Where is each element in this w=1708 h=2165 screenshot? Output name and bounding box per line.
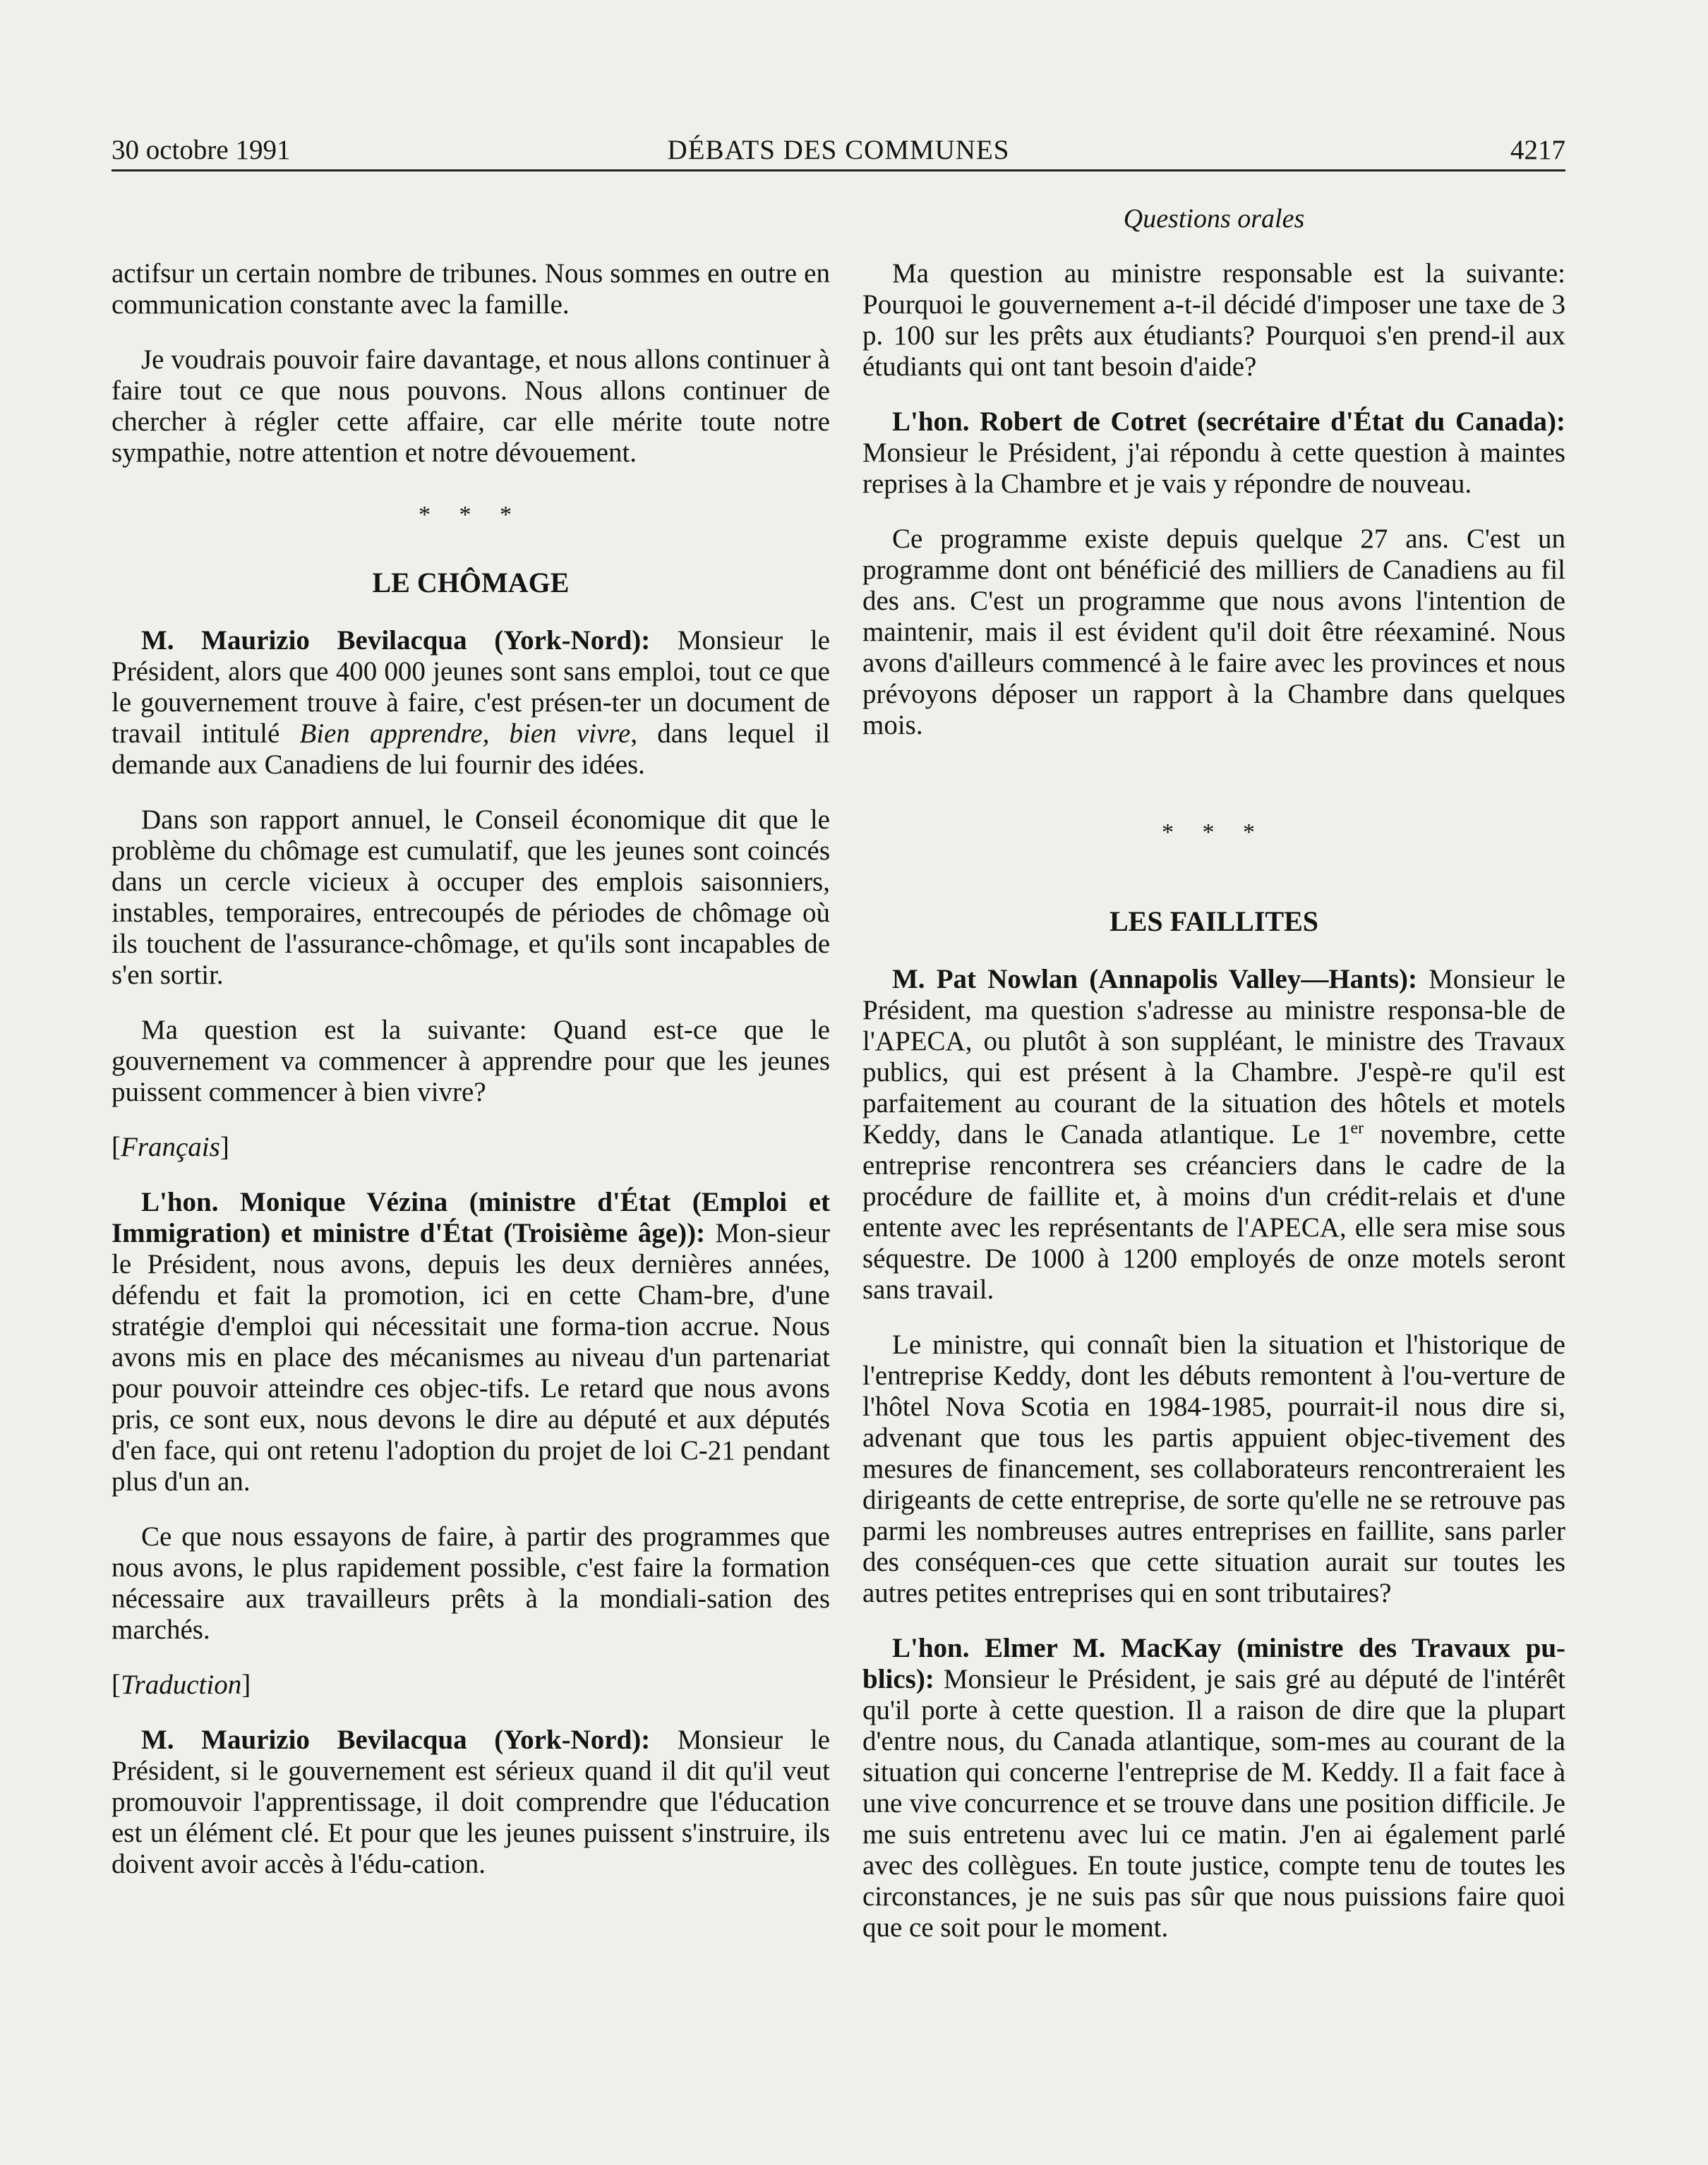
speaker-name: M. Maurizio Bevilacqua (York-Nord): [141, 1725, 651, 1755]
left-column [112, 258, 830, 1904]
spacer [862, 765, 1565, 786]
language-label: Traduction [121, 1670, 242, 1700]
header-title: DÉBATS DES COMMUNES [667, 135, 1010, 165]
language-label: Français [121, 1132, 220, 1162]
paragraph [112, 1187, 830, 1497]
paragraph: Le ministre, qui connaît bien la situation et l'historique de l'entreprise Keddy, dont les débuts remontent à l'ou-verture de l'hôtel Nova Scotia en 1984-1985, pourrait-il nous dire si, advenant que tous les partis appuient objec-tivement des mesures de financement, ses collaborateurs rencontreraient les dirigeants de cette entreprise, de sorte qu'elle ne se retrouve pas parmi les nombreuses autres entreprises en faillite, sans parler des conséquen-ces que cette situation aurait sur toutes les autres petites entreprises qui en sont tributaires? [862, 1329, 1565, 1608]
paragraph: Ma question est la suivante: Quand est-ce que le gouvernement va commencer à apprendre pour que les jeunes puissent commencer à bien vivre? [112, 1015, 830, 1107]
section-heading: LE CHÔMAGE [372, 567, 570, 598]
language-note [112, 1132, 830, 1163]
speech-text: Monsieur le Président, alors que 400 000 jeunes sont sans emploi, tout ce que le gouvernement trouve à faire, c'est présen-ter un document de travail intitulé [112, 625, 830, 749]
paragraph: actifsur un certain nombre de tribunes. Nous sommes en outre en communication constante avec la famille. [112, 258, 830, 320]
speech-text: Monsieur le Président, si le gouvernement est sérieux quand il dit qu'il veut promouvoir l'apprentissage, il doit comprendre que l'éducation est un élément clé. Et pour que les jeunes puissent s'instruire, ils doivent avoir accès à l'édu-cation. [112, 1725, 830, 1879]
paragraph: Ce que nous essayons de faire, à partir des programmes que nous avons, le plus rapidement possible, c'est faire la formation nécessaire aux travailleurs prêts à la mondiali-sation des marchés. [112, 1521, 830, 1645]
paragraph: Je voudrais pouvoir faire davantage, et nous allons continuer à faire tout ce que nous pouvons. Nous allons continuer de chercher à régler cette affaire, car elle mérite toute notre sympathie, notre attention et notre dévouement. [112, 344, 830, 468]
header-page-number: 4217 [1510, 135, 1565, 165]
header-date: 30 octobre 1991 [112, 135, 291, 165]
superscript: er [1350, 1119, 1364, 1138]
paragraph: Dans son rapport annuel, le Conseil économique dit que le problème du chômage est cumulatif, que les jeunes sont coincés dans un cercle vicieux à occuper des emplois saisonniers, instables, temporaires, entrecoupés de périodes de chômage où ils touchent de l'assurance-chômage, et qu'ils sont incapables de s'en sortir. [112, 804, 830, 990]
paragraph: Ce programme existe depuis quelque 27 ans. C'est un programme dont ont bénéficié des milliers de Canadiens au fil des ans. C'est un programme que nous avons l'intention de maintenir, mais il est évident qu'il doit être réexaminé. Nous avons d'ailleurs commencé à le faire avec les provinces et nous prévoyons déposer un rapport à la Chambre dans quelques mois. [862, 524, 1565, 740]
section-subhead: Questions orales [1123, 204, 1305, 234]
speaker-name: L'hon. Robert de Cotret (secrétaire d'État du Canada): [892, 406, 1565, 437]
spacer [862, 885, 1565, 906]
speaker-name: L'hon. Monique Vézina (ministre d'État (Emploi et Immigration) et ministre d'État (Troisième âge)): [112, 1187, 830, 1248]
separator-stars: * * * [1162, 819, 1266, 845]
bracket-open: [ [112, 1670, 121, 1700]
speech-text: Mon-sieur le Président, nous avons, depuis les deux dernières années, défendu et fait la promotion, ici en cette Cham-bre, d'une stratégie d'emploi qui nécessitait une forma-tion accrue. Nous avons mis en place des mécanismes au niveau d'un partenariat pour pouvoir atteindre ces objec-tifs. Le retard que nous avons pris, ce sont eux, nous devons le dire au député et aux députés d'en face, qui ont retenu l'adoption du projet de loi C-21 pendant plus d'un an. [112, 1218, 830, 1497]
paragraph [862, 1633, 1565, 1943]
section-heading: LES FAILLITES [1109, 905, 1319, 937]
paragraph: Ma question au ministre responsable est la suivante: Pourquoi le gouvernement a-t-il décidé d'imposer une taxe de 3 p. 100 sur les prêts aux étudiants? Pourquoi s'en prend-il aux étudiants qui ont tant besoin d'aide? [862, 258, 1565, 382]
paragraph [112, 625, 830, 780]
bracket-close: ] [241, 1670, 251, 1700]
paragraph [112, 1725, 830, 1880]
speech-text: novembre, cette entreprise rencontrera ses créanciers dans le cadre de la procédure de faillite et, à moins d'un crédit-relais et d'une entente avec les représentants de l'APECA, elle sera mise sous séquestre. De 1000 à 1200 employés de onze motels seront sans travail. [862, 1119, 1565, 1305]
speaker-name: M. Pat Nowlan (Annapolis Valley—Hants): [892, 964, 1418, 994]
page-header [112, 128, 1565, 171]
bracket-close: ] [219, 1132, 229, 1162]
speech-text: , dans lequel il demande aux Canadiens de lui fournir des idées. [112, 718, 830, 780]
paragraph [862, 964, 1565, 1305]
paragraph [862, 406, 1565, 500]
document-title: Bien apprendre, bien vivre [299, 718, 631, 749]
right-column [862, 258, 1565, 1967]
language-note [112, 1670, 830, 1701]
bracket-open: [ [112, 1132, 121, 1162]
speech-text: Monsieur le Président, ma question s'adresse au ministre responsa-ble de l'APECA, ou plutôt à son suppléant, le ministre des Travaux publics, qui est présent à la Chambre. J'espè-re qu'il est parfaitement au courant de la situation des hôtels et motels Keddy, dans le Canada atlantique. Le 1 [862, 964, 1565, 1150]
speech-text: Monsieur le Président, j'ai répondu à cette question à maintes reprises à la Chambre et je vais y répondre de nouveau. [862, 438, 1565, 499]
speaker-name: L'hon. Elmer M. MacKay (ministre des Travaux pu-blics): [862, 1633, 1565, 1694]
separator-stars: * * * [419, 502, 523, 528]
speech-text: Monsieur le Président, je sais gré au député de l'intérêt qu'il porte à cette question. Il a raison de dire que la plupart d'entre nous, du Canada atlantique, som-mes au courant de la situation qui concerne l'entreprise de M. Keddy. Il a fait face à une vive concurrence et se trouve dans une position difficile. Je me suis entretenu avec lui ce matin. J'en ai également parlé avec des collègues. En toute justice, compte tenu de toutes les circonstances, je ne suis pas sûr que nous puissions faire quoi que ce soit pour le moment. [862, 1664, 1565, 1943]
speaker-name: M. Maurizio Bevilacqua (York-Nord): [141, 625, 651, 656]
